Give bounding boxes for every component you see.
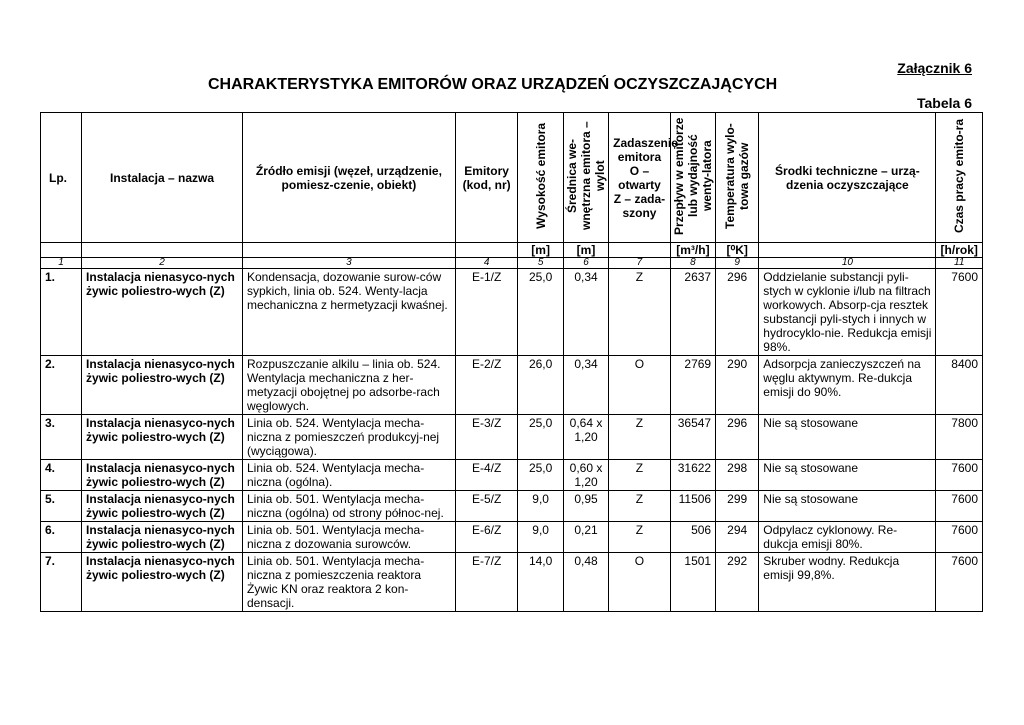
emitter-height: 9,0 (518, 491, 563, 522)
flow-rate: 506 (670, 522, 715, 553)
units-row (41, 243, 983, 258)
emitter-diameter: 0,64 x 1,20 (563, 415, 608, 460)
col-header-emitters: Emitory (kod, nr) (455, 113, 518, 243)
work-time: 7600 (936, 460, 983, 491)
emitters-table (40, 112, 983, 612)
gas-temperature: 298 (716, 460, 759, 491)
unit-height: [m] (518, 243, 563, 258)
emitter-code: E-4/Z (455, 460, 518, 491)
column-number: 8 (670, 258, 715, 269)
flow-rate: 11506 (670, 491, 715, 522)
row-number: 6. (41, 522, 82, 553)
cleaning-devices: Nie są stosowane (759, 415, 936, 460)
emitter-diameter: 0,60 x 1,20 (563, 460, 608, 491)
emitter-code: E-3/Z (455, 415, 518, 460)
unit-work-time: [h/rok] (936, 243, 983, 258)
emitter-roofing: Z (609, 415, 671, 460)
table-row (41, 460, 983, 491)
col-header-diameter-text: Średnica we-wnętrzna emitora – wylot (564, 121, 607, 231)
emitter-height: 26,0 (518, 356, 563, 415)
gas-temperature: 292 (716, 553, 759, 612)
unit-diameter: [m] (563, 243, 608, 258)
work-time: 7800 (936, 415, 983, 460)
col-header-devices: Środki techniczne – urzą-dzenia oczyszczające (759, 113, 936, 243)
emitter-code: E-2/Z (455, 356, 518, 415)
column-number: 6 (563, 258, 608, 269)
col-header-work-time (936, 113, 983, 243)
table-row (41, 356, 983, 415)
column-number: 11 (936, 258, 983, 269)
col-header-temperature-text: Temperatura wylo-towa gazów (723, 123, 752, 229)
cleaning-devices: Skruber wodny. Redukcja emisji 99,8%. (759, 553, 936, 612)
table-row (41, 415, 983, 460)
col-header-roofing: Zadaszenie emitora O – otwarty Z – zada-szony (609, 113, 671, 243)
installation-name: Instalacja nienasyco-nych żywic poliestro-wych (Z) (82, 522, 243, 553)
installation-name: Instalacja nienasyco-nych żywic poliestro-wych (Z) (82, 415, 243, 460)
gas-temperature: 294 (716, 522, 759, 553)
gas-temperature: 299 (716, 491, 759, 522)
col-header-flow-text: Przepływ w emitorze lub wydajność wenty-latora (671, 117, 714, 235)
emission-source: Linia ob. 501. Wentylacja mecha-niczna z dozowania surowców. (243, 522, 456, 553)
flow-rate: 36547 (670, 415, 715, 460)
column-number: 9 (716, 258, 759, 269)
emitter-code: E-6/Z (455, 522, 518, 553)
emission-source: Linia ob. 524. Wentylacja mecha-niczna z pomieszczeń produkcyj-nej (wyciągowa). (243, 415, 456, 460)
gas-temperature: 296 (716, 415, 759, 460)
column-number: 7 (609, 258, 671, 269)
table-row (41, 491, 983, 522)
gas-temperature: 296 (716, 269, 759, 356)
unit-temperature: [⁰K] (716, 243, 759, 258)
emitter-roofing: Z (609, 522, 671, 553)
col-header-flow (670, 113, 715, 243)
row-number: 7. (41, 553, 82, 612)
emission-source: Linia ob. 524. Wentylacja mecha-niczna (ogólna). (243, 460, 456, 491)
col-header-diameter (563, 113, 608, 243)
installation-name: Instalacja nienasyco-nych żywic poliestro-wych (Z) (82, 356, 243, 415)
page-title: CHARAKTERYSTYKA EMITORÓW ORAZ URZĄDZEŃ OCZYSZCZAJĄCYCH (208, 76, 778, 93)
cleaning-devices: Nie są stosowane (759, 491, 936, 522)
column-number: 4 (455, 258, 518, 269)
installation-name: Instalacja nienasyco-nych żywic poliestro-wych (Z) (82, 553, 243, 612)
emission-source: Rozpuszczanie alkilu – linia ob. 524. Wentylacja mechaniczna z her-metyzacji obojętnej po adsorbe-rach węglowych. (243, 356, 456, 415)
emitter-diameter: 0,95 (563, 491, 608, 522)
emitter-diameter: 0,21 (563, 522, 608, 553)
row-number: 3. (41, 415, 82, 460)
unit-cell (41, 243, 82, 258)
col-header-height-text: Wysokość emitora (533, 123, 548, 229)
row-number: 1. (41, 269, 82, 356)
col-header-work-time-text: Czas pracy emito-ra (952, 118, 967, 234)
emitter-height: 14,0 (518, 553, 563, 612)
column-number: 3 (243, 258, 456, 269)
table-row (41, 269, 983, 356)
cleaning-devices: Odpylacz cyklonowy. Re-dukcja emisji 80%. (759, 522, 936, 553)
cleaning-devices: Oddzielanie substancji pyli-stych w cyklonie i/lub na filtrach workowych. Absorp-cja resztek substancji pyli-stych i innych w hydrocyklo-nie. Redukcja emisji 98%. (759, 269, 936, 356)
emitter-height: 25,0 (518, 460, 563, 491)
col-header-source: Źródło emisji (węzeł, urządzenie, pomiesz-czenie, obiekt) (243, 113, 456, 243)
emitter-height: 25,0 (518, 269, 563, 356)
cleaning-devices: Nie są stosowane (759, 460, 936, 491)
emitter-height: 25,0 (518, 415, 563, 460)
gas-temperature: 290 (716, 356, 759, 415)
flow-rate: 2769 (670, 356, 715, 415)
table-row (41, 522, 983, 553)
emission-source: Linia ob. 501. Wentylacja mecha-niczna z pomieszczenia reaktora Żywic KN oraz reaktora 2 kon-densacji. (243, 553, 456, 612)
row-number: 2. (41, 356, 82, 415)
work-time: 7600 (936, 269, 983, 356)
table-label: Tabela 6 (917, 95, 972, 111)
cleaning-devices: Adsorpcja zanieczyszczeń na węglu aktywnym. Re-dukcja emisji do 90%. (759, 356, 936, 415)
emitter-roofing: O (609, 356, 671, 415)
unit-cell (243, 243, 456, 258)
column-number: 5 (518, 258, 563, 269)
installation-name: Instalacja nienasyco-nych żywic poliestro-wych (Z) (82, 491, 243, 522)
flow-rate: 1501 (670, 553, 715, 612)
emitter-code: E-1/Z (455, 269, 518, 356)
row-number: 4. (41, 460, 82, 491)
emitter-diameter: 0,34 (563, 269, 608, 356)
unit-cell (609, 243, 671, 258)
unit-cell (82, 243, 243, 258)
unit-cell (455, 243, 518, 258)
work-time: 7600 (936, 553, 983, 612)
emission-source: Kondensacja, dozowanie surow-ców sypkich, linia ob. 524. Wenty-lacja mechaniczna z hermetyzacji kwaśnej. (243, 269, 456, 356)
emitter-diameter: 0,34 (563, 356, 608, 415)
col-header-height (518, 113, 563, 243)
emitter-diameter: 0,48 (563, 553, 608, 612)
column-number: 2 (82, 258, 243, 269)
work-time: 7600 (936, 522, 983, 553)
row-number: 5. (41, 491, 82, 522)
column-number: 10 (759, 258, 936, 269)
emitter-roofing: Z (609, 269, 671, 356)
flow-rate: 2637 (670, 269, 715, 356)
col-header-lp: Lp. (41, 113, 82, 243)
emitter-roofing: Z (609, 460, 671, 491)
emission-source: Linia ob. 501. Wentylacja mecha-niczna (ogólna) od strony północ-nej. (243, 491, 456, 522)
header-row (41, 113, 983, 243)
unit-cell (759, 243, 936, 258)
annex-label: Załącznik 6 (897, 60, 972, 76)
emitter-code: E-5/Z (455, 491, 518, 522)
installation-name: Instalacja nienasyco-nych żywic poliestro-wych (Z) (82, 269, 243, 356)
installation-name: Instalacja nienasyco-nych żywic poliestro-wych (Z) (82, 460, 243, 491)
work-time: 8400 (936, 356, 983, 415)
table-row (41, 553, 983, 612)
unit-flow: [m³/h] (670, 243, 715, 258)
emitter-code: E-7/Z (455, 553, 518, 612)
flow-rate: 31622 (670, 460, 715, 491)
emitter-roofing: O (609, 553, 671, 612)
emitter-roofing: Z (609, 491, 671, 522)
work-time: 7600 (936, 491, 983, 522)
column-numbers-row (41, 258, 983, 269)
column-number: 1 (41, 258, 82, 269)
emitter-height: 9,0 (518, 522, 563, 553)
col-header-installation: Instalacja – nazwa (82, 113, 243, 243)
col-header-temperature (716, 113, 759, 243)
